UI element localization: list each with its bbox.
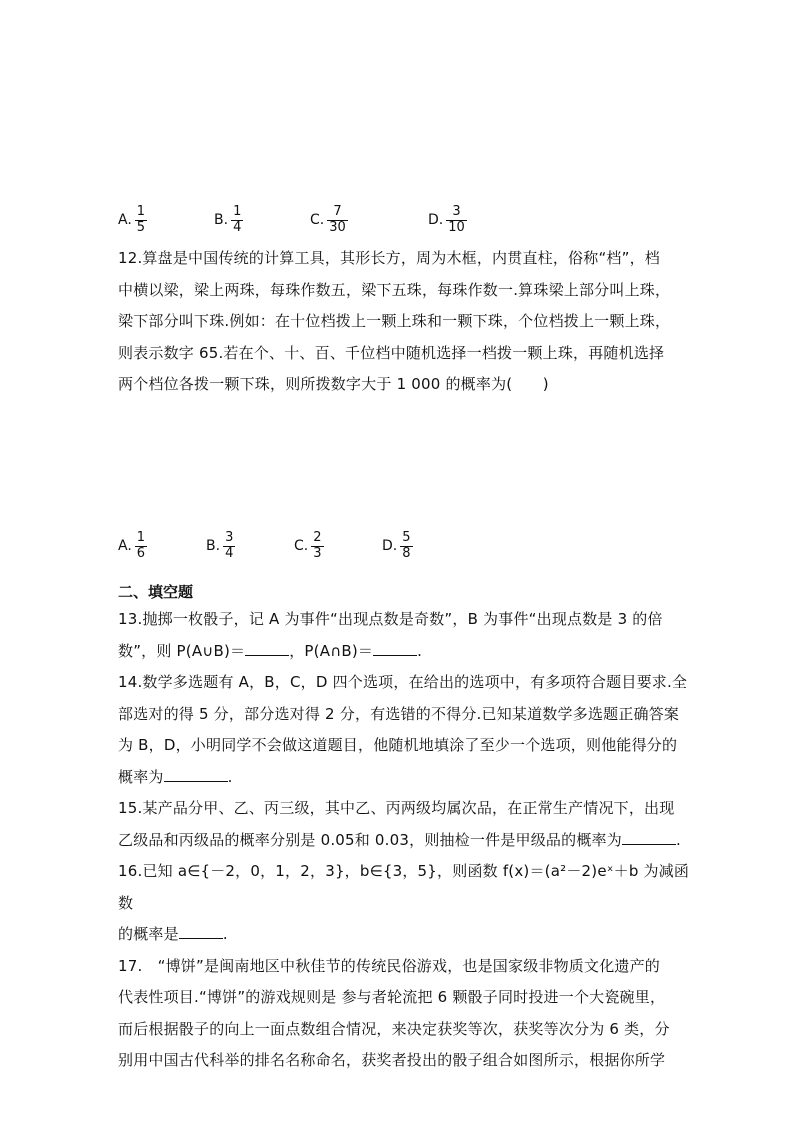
numerator: 2 <box>313 529 322 545</box>
q17-line: 而后根据骰子的向上一面点数组合情况，来决定获奖等次，获奖等次分为 6 类，分 <box>118 1019 670 1038</box>
q15-line-with-blank <box>118 825 698 857</box>
q14-line: 为 B，D，小明同学不会做这道题目，他随机地填涂了至少一个选项，则他能得分的 <box>118 736 678 754</box>
text-line: 则表示数字 65.若在个、十、百、千位档中随机选择一档拨一颗上珠，再随机选择 <box>118 343 665 362</box>
denominator: 10 <box>448 219 465 235</box>
denominator: 8 <box>402 545 411 561</box>
numerator: 3 <box>452 203 461 219</box>
text-segment: . <box>675 830 681 849</box>
fraction <box>135 531 147 562</box>
answer-blank[interactable] <box>373 641 417 656</box>
fraction <box>311 531 323 562</box>
answer-blank[interactable] <box>179 924 223 939</box>
option-label: A. <box>118 538 132 554</box>
text-segment: 乙级品和丙级品的概率分别是 0.05和 0.03，则抽检一件是甲级品的概率为 <box>118 830 622 849</box>
text-segment: ，P(A∩B)＝ <box>289 641 374 660</box>
text-line: 中横以梁，梁上两珠，每珠作数五，梁下五珠，每珠作数一.算珠梁上部分叫上珠， <box>118 280 671 299</box>
answer-blank[interactable] <box>622 830 676 845</box>
q12-option-d[interactable] <box>382 531 413 562</box>
text-segment: 数”，则 P(A∪B)＝ <box>118 641 246 660</box>
fraction <box>231 205 243 236</box>
numerator: 1 <box>233 203 242 219</box>
denominator: 4 <box>233 219 242 235</box>
q13-line-with-blanks <box>118 636 698 668</box>
denominator: 4 <box>225 545 234 561</box>
denominator: 30 <box>329 219 346 235</box>
q11-option-a[interactable] <box>118 205 214 236</box>
text-segment: 概率为 <box>118 767 164 786</box>
q17-line: 别用中国古代科举的排名名称命名，获奖者投出的骰子组合如图所示，根据你所学 <box>118 1051 666 1069</box>
q11-option-c[interactable] <box>310 205 428 236</box>
option-label: A. <box>118 212 132 228</box>
option-label: C. <box>294 538 309 554</box>
numerator: 3 <box>225 529 234 545</box>
q12-option-a[interactable] <box>118 531 206 562</box>
q13-line: 13.抛掷一枚骰子，记 A 为事件“出现点数是奇数”，B 为事件“出现点数是 3 的倍 <box>118 610 663 628</box>
q11-options <box>118 198 467 242</box>
q12-option-c[interactable] <box>294 531 382 562</box>
q16-line: 16.已知 a∈{－2，0，1，2，3}，b∈{3，5}，则函数 f(x)＝(a²－2)eˣ＋b 为减函数 <box>118 862 690 912</box>
text-line: 两个档位各拨一颗下珠，则所拨数字大于 1 000 的概率为( ) <box>118 375 549 393</box>
numerator: 1 <box>136 529 146 545</box>
text-line: 梁下部分叫下珠.例如：在十位档拨上一颗上珠和一颗下珠，个位档拨上一颗上珠， <box>118 312 671 330</box>
text-segment: 的概率是 <box>118 925 179 943</box>
fill-in-questions <box>118 604 698 1077</box>
fraction <box>223 531 235 562</box>
option-label: D. <box>382 538 398 554</box>
text-segment: . <box>417 641 423 660</box>
option-label: C. <box>310 212 325 228</box>
section-title: 二、填空题 <box>118 583 194 601</box>
text-segment: . <box>222 925 228 943</box>
fraction <box>446 205 467 236</box>
q14-line-with-blank <box>118 762 698 794</box>
q14-line: 部选对的得 5 分，部分选对得 2 分，有选错的不得分.已知某道数学多选题正确答案 <box>118 704 680 723</box>
denominator: 3 <box>313 545 322 561</box>
denominator: 6 <box>136 545 146 561</box>
text-segment: . <box>227 767 233 786</box>
q11-option-d[interactable] <box>428 205 467 236</box>
option-label: B. <box>206 538 221 554</box>
q11-option-b[interactable] <box>214 205 310 236</box>
q12-options <box>118 524 413 568</box>
text-line: 12.算盘是中国传统的计算工具，其形长方，周为木框，内贯直柱，俗称“档”，档 <box>118 249 661 267</box>
q17-line: 17. “博饼”是闽南地区中秋佳节的传统民俗游戏，也是国家级非物质文化遗产的 <box>118 956 661 975</box>
fraction <box>327 205 348 236</box>
q15-line: 15.某产品分甲、乙、丙三级，其中乙、丙两级均属次品，在正常生产情况下，出现 <box>118 799 675 817</box>
q12-text <box>118 243 698 401</box>
q14-line: 14.数学多选题有 A，B，C，D 四个选项，在给出的选项中，有多项符合题目要求.全 <box>118 673 688 691</box>
fraction <box>135 205 147 236</box>
q17-line: 代表性项目.“博饼”的游戏规则是 参与者轮流把 6 颗骰子同时投进一个大瓷碗里， <box>118 988 666 1006</box>
q12-option-b[interactable] <box>206 531 294 562</box>
numerator: 7 <box>333 203 342 219</box>
denominator: 5 <box>136 219 146 235</box>
answer-blank[interactable] <box>164 767 228 782</box>
numerator: 1 <box>136 203 146 219</box>
numerator: 5 <box>402 529 411 545</box>
q16-line-with-blank <box>118 919 698 951</box>
option-label: D. <box>428 212 444 228</box>
fraction <box>400 531 412 562</box>
option-label: B. <box>214 212 229 228</box>
answer-blank[interactable] <box>245 641 289 656</box>
